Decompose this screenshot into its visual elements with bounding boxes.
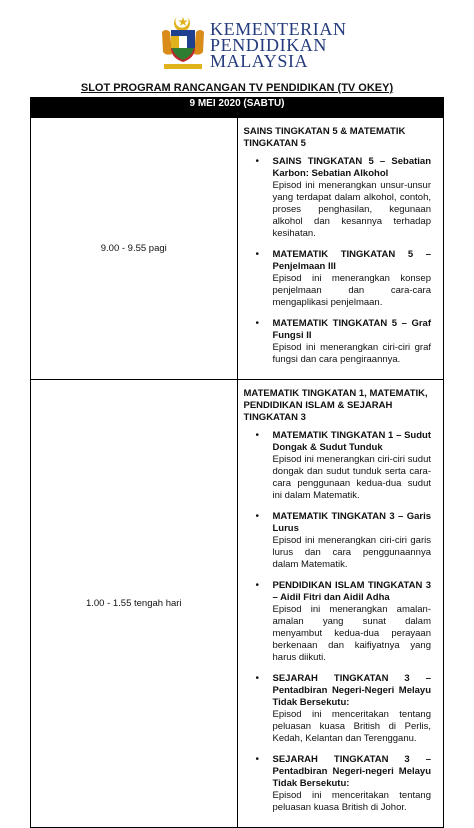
bullet-icon: • — [255, 249, 260, 260]
letterhead — [0, 14, 474, 74]
ministry-line-2-text: PENDIDIKAN — [210, 35, 327, 55]
episode-item — [256, 580, 432, 664]
episode-title: SEJARAH TINGKATAN 3 – Pentadbiran Negeri-Negeri Melayu Tidak Bersekutu: — [272, 673, 431, 708]
schedule-row — [31, 380, 444, 828]
episode-item — [256, 511, 432, 571]
block-title: MATEMATIK TINGKATAN 1, MATEMATIK, PENDIDIKAN ISLAM & SEJARAH TINGKATAN 3 — [243, 388, 428, 423]
time-cell: 1.00 - 1.55 tengah hari — [31, 380, 238, 828]
date-row — [31, 98, 444, 118]
episode-description: Episod ini menceritakan tentang peluasan kuasa British di Johor. — [272, 790, 431, 813]
time-cell: 9.00 - 9.55 pagi — [31, 118, 238, 380]
document-title: SLOT PROGRAM RANCANGAN TV PENDIDIKAN (TV OKEY) — [80, 82, 394, 94]
episode-list — [244, 156, 432, 366]
bullet-icon: • — [255, 511, 260, 522]
schedule-row — [31, 118, 444, 380]
episode-description: Episod ini menerangkan unsur-unsur yang terdapat dalam alkohol, contoh, proses penghasilan, kegunaan alkohol dan kesannya terhadap kesihatan. — [272, 180, 431, 239]
episode-item — [256, 673, 432, 745]
episode-title: SEJARAH TINGKATAN 3 – Pentadbiran Negeri-negeri Melayu Tidak Bersekutu: — [272, 754, 431, 789]
ministry-line-1-text: KEMENTERIAN — [210, 19, 347, 39]
episode-title: MATEMATIK TINGKATAN 5 – Penjelmaan III — [272, 249, 431, 272]
ministry-line-3-text: MALAYSIA — [210, 51, 309, 71]
episode-item — [256, 318, 432, 366]
bullet-icon: • — [255, 580, 260, 591]
episode-description: Episod ini menerangkan ciri-ciri garis lurus dan cara penggunaannya dalam Matematik. — [272, 535, 431, 570]
episode-description: Episod ini menceritakan tentang peluasan kuasa British di Perlis, Kedah, Kelantan dan Terengganu. — [272, 709, 431, 744]
bullet-icon: • — [255, 673, 260, 684]
episode-title: SAINS TINGKATAN 5 – Sebatian Karbon: Sebatian Alkohol — [272, 156, 431, 179]
schedule-table — [30, 97, 444, 828]
ministry-line-3 — [210, 51, 347, 71]
episode-list — [244, 430, 432, 814]
episode-description: Episod ini menerangkan ciri-ciri graf fungsi dan cara pengiraannya. — [272, 342, 431, 365]
episode-item — [256, 156, 432, 240]
ministry-name — [210, 19, 347, 71]
program-cell — [237, 380, 444, 828]
bullet-icon: • — [255, 156, 260, 167]
episode-title: MATEMATIK TINGKATAN 3 – Garis Lurus — [272, 511, 431, 534]
bullet-icon: • — [255, 430, 260, 441]
episode-title: MATEMATIK TINGKATAN 1 – Sudut Dongak & Sudut Tunduk — [272, 430, 431, 453]
episode-item — [256, 754, 432, 814]
episode-description: Episod ini menerangkan amalan-amalan yang sunat dalam menyambut kedua-dua perayaan berkenaan dan kaifiyatnya yang harus diikuti. — [272, 604, 431, 663]
bullet-icon: • — [255, 754, 260, 765]
episode-item — [256, 430, 432, 502]
date-header: 9 MEI 2020 (SABTU) — [31, 98, 444, 118]
episode-item — [256, 249, 432, 309]
malaysia-coat-of-arms-icon — [160, 14, 206, 72]
episode-title: MATEMATIK TINGKATAN 5 – Graf Fungsi II — [272, 318, 431, 341]
program-cell — [237, 118, 444, 380]
episode-title: PENDIDIKAN ISLAM TINGKATAN 3 – Aidil Fitri dan Aidil Adha — [272, 580, 431, 603]
block-title: SAINS TINGKATAN 5 & MATEMATIK TINGKATAN 5 — [243, 126, 406, 149]
bullet-icon: • — [255, 318, 260, 329]
episode-description: Episod ini menerangkan konsep penjelmaan dan cara-cara mengaplikasi penjelmaan. — [272, 273, 431, 308]
episode-description: Episod ini menerangkan ciri-ciri sudut dongak dan sudut tunduk serta cara-cara penggunaan kedua-dua sudut ini dalam Matematik. — [272, 454, 431, 501]
